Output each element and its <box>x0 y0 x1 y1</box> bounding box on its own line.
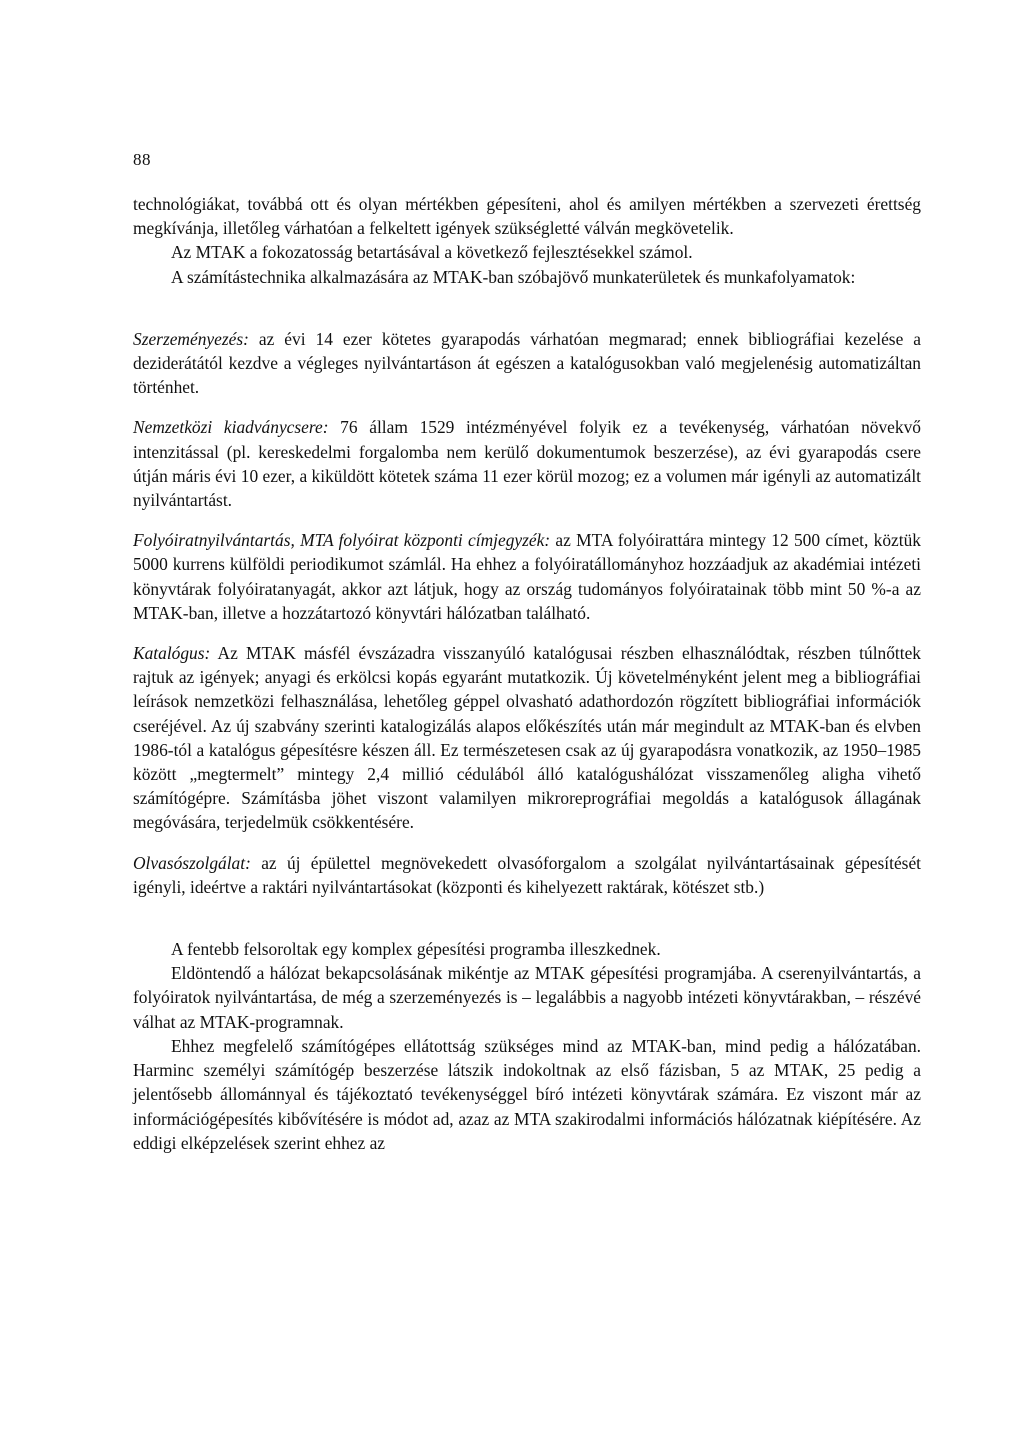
section-text: az évi 14 ezer kötetes gyarapodás várhatóan megmarad; ennek bibliográfiai kezelése a deziderátától kezdve a végleges nyilvántartáson át egészen a katalógusokban való megjelenésig automatizáltan történhet. <box>133 328 921 398</box>
closing-paragraph-2: Eldöntendő a hálózat bekapcsolásának mikéntje az MTAK gépesítési programjába. A cserenyilvántartás, a folyóiratok nyilvántartása, de még a szerzeményezés is – legalábbis a nagyobb intézeti könyvtárakban, – részévé válhat az MTAK-programnak. <box>133 963 921 1032</box>
section-term: Katalógus: <box>133 643 211 664</box>
page-content <box>133 192 921 1155</box>
page-number: 88 <box>133 150 151 169</box>
section-olvasoszolgalat <box>133 851 921 899</box>
intro-paragraph-3: A számítástechnika alkalmazására az MTAK-ban szóbajövő munkaterületek és munkafolyamatok: <box>171 266 856 287</box>
section-term: Nemzetközi kiadványcsere: <box>133 417 329 438</box>
intro-paragraph-1: technológiákat, továbbá ott és olyan mértékben gépesíteni, ahol és amilyen mértékben a szervezeti érettség megkívánja, illetőleg várhatóan a felkeltett igények szükségletté válván megkövetelik. <box>133 194 921 239</box>
section-term: Szerzeményezés: <box>133 328 249 349</box>
section-term: Folyóiratnyilvántartás, MTA folyóirat központi címjegyzék: <box>133 530 551 551</box>
closing-paragraph-1: A fentebb felsoroltak egy komplex gépesítési programba illeszkednek. <box>171 939 661 960</box>
section-szerzemenyezes <box>133 327 921 400</box>
intro-paragraph-2: Az MTAK a fokozatosság betartásával a következő fejlesztésekkel számol. <box>171 242 693 263</box>
section-katalogus <box>133 641 921 835</box>
section-text: az új épülettel megnövekedett olvasóforgalom a szolgálat nyilvántartásainak gépesítését igényli, ideértve a raktári nyilvántartásokat (központi és kihelyezett raktárak, kötészet stb.) <box>133 852 921 897</box>
section-text: Az MTAK másfél évszázadra visszanyúló katalógusai részben elhasználódtak, részben túlnőttek rajtuk az igények; anyagi és erkölcsi kopás egyaránt mutatkozik. Új követelményként jelent meg a bibliográfiai leírások nemzetközi felhasználása, lehetőleg géppel olvasható adathordozón rögzített bibliográfiai információk cseréjével. Az új szabvány szerinti katalogizálás alapos előkészítés után már megindult az MTAK-ban és elvben 1986-tól a katalógus gépesítésre készen áll. Ez természetesen csak az új gyarapodásra vonatkozik, az 1950–1985 között „megtermelt” mintegy 2,4 millió cédulából álló katalógushálózat visszamenőleg aligha vihető számítógépre. Számításba jöhet viszont valamilyen mikroreprográfiai megoldás a katalógusok állagának megóvására, terjedelmük csökkentésére. <box>133 643 921 833</box>
section-kiadvanycsere <box>133 415 921 512</box>
section-term: Olvasószolgálat: <box>133 852 251 873</box>
closing-paragraph-3: Ehhez megfelelő számítógépes ellátottság szükséges mind az MTAK-ban, mind pedig a hálózatában. Harminc személyi számítógép beszerzése látszik indokoltnak az első fázisban, 5 az MTAK, 25 pedig a jelentősebb állománnyal és tájékoztató tevékenységgel bíró intézeti könyvtárak számára. Ez viszont már az információgépesítés kibővítésére is módot ad, azaz az MTA szakirodalmi információs hálózatnak kiépítésére. Az eddigi elképzelések szerint ehhez az <box>133 1035 921 1153</box>
section-folyoirat <box>133 528 921 625</box>
section-text: az MTA folyóirattára mintegy 12 500 címet, köztük 5000 kurrens külföldi periodikumot számlál. Ha ehhez a folyóiratállományhoz hozzáadjuk az akadémiai intézeti könyvtárak folyóiratanyagát, akkor azt látjuk, hogy az ország tudományos folyóiratainak több mint 50 %-a az MTAK-ban, illetve a hozzátartozó könyvtári hálózatban található. <box>133 530 921 623</box>
section-text: 76 állam 1529 intézményével folyik ez a tevékenység, várhatóan növekvő intenzitással (pl. kereskedelmi forgalomba nem kerülő dokumentumok beszerzése), az évi gyarapodás csere útján máris évi 10 ezer, a kiküldött kötetek száma 11 ezer körül mozog; ez a volumen már igényli az automatizált nyilvántartást. <box>133 417 921 511</box>
document-page <box>133 0 921 1448</box>
